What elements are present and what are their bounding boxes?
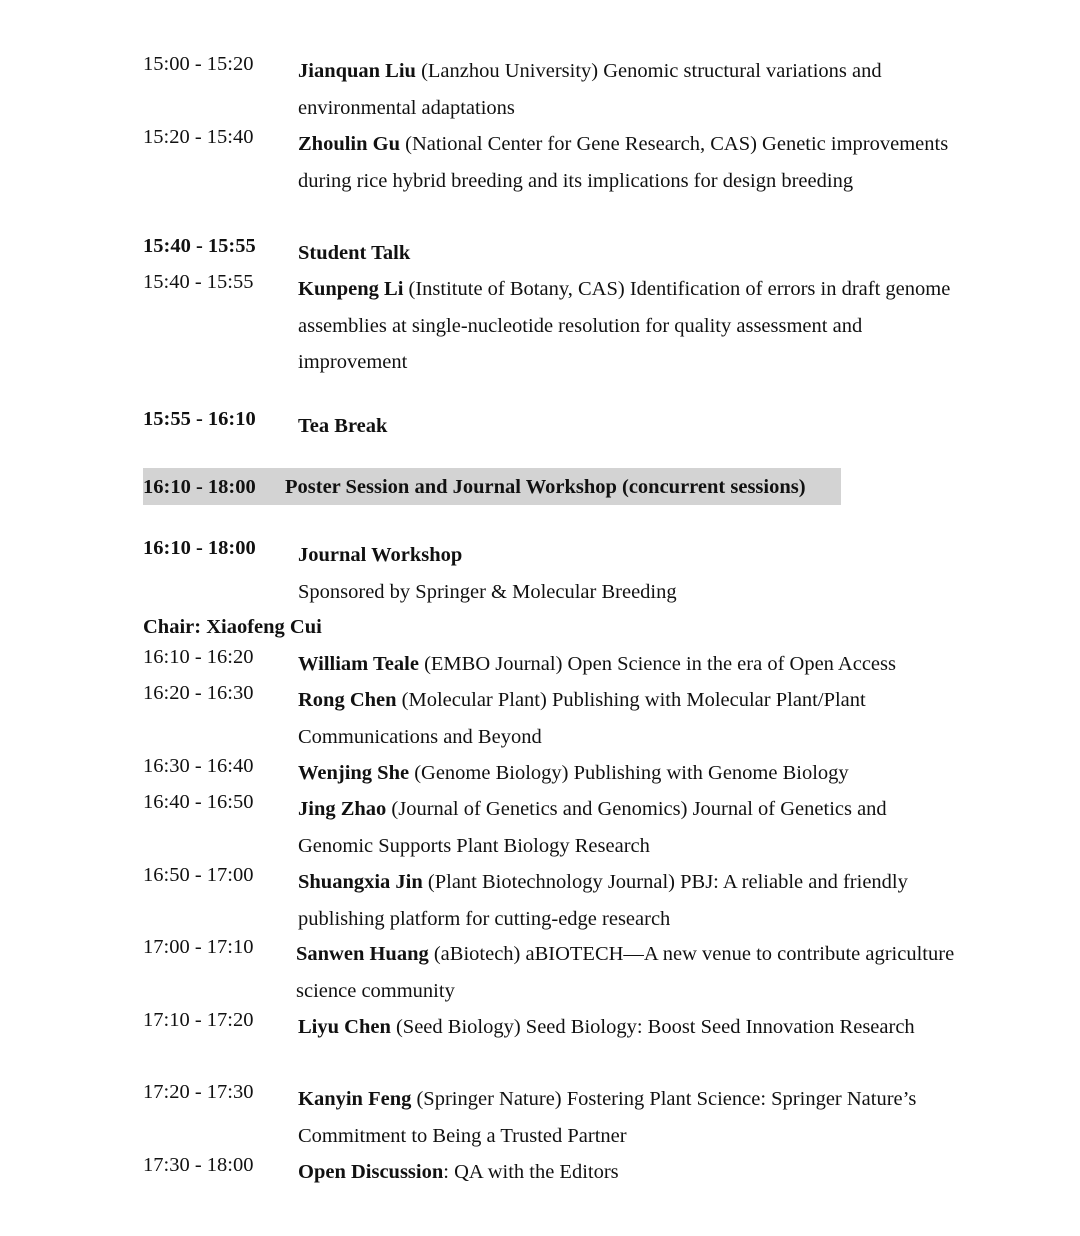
talk-description bbox=[298, 682, 963, 755]
talk-description bbox=[298, 1081, 963, 1154]
talk-details: (Plant Biotechnology Journal) PBJ: A reliable and friendly publishing platform for cutting-edge research bbox=[298, 871, 908, 930]
talk-details: (Lanzhou University) Genomic structural variations and environmental adaptations bbox=[298, 60, 882, 119]
time-slot: 15:00 - 15:20 bbox=[143, 53, 254, 75]
talk-details: (aBiotech) aBIOTECH—A new venue to contribute agriculture science community bbox=[296, 943, 955, 1002]
talk-details: (Genome Biology) Publishing with Genome Biology bbox=[409, 762, 849, 784]
talk-description bbox=[296, 936, 961, 1009]
speaker-name: Open Discussion bbox=[298, 1161, 444, 1183]
sponsor-line: Sponsored by Springer & Molecular Breeding bbox=[298, 580, 677, 603]
time-slot: 15:40 - 15:55 bbox=[143, 235, 256, 257]
speaker-name: Jing Zhao bbox=[298, 798, 387, 820]
section-title: Poster Session and Journal Workshop (concurrent sessions) bbox=[285, 476, 806, 498]
time-slot: 16:20 - 16:30 bbox=[143, 682, 254, 704]
time-slot: 17:10 - 17:20 bbox=[143, 1009, 254, 1031]
speaker-name: William Teale bbox=[298, 653, 419, 675]
speaker-name: Shuangxia Jin bbox=[298, 871, 423, 893]
time-slot: 16:50 - 17:00 bbox=[143, 864, 254, 886]
speaker-name: Sanwen Huang bbox=[296, 943, 429, 965]
talk-description bbox=[298, 126, 963, 199]
talk-description bbox=[298, 646, 963, 683]
time-slot: 17:30 - 18:00 bbox=[143, 1154, 254, 1176]
talk-details: (Institute of Botany, CAS) Identification of errors in draft genome assemblies at single-nucleotide resolution for quality assessment and improvement bbox=[298, 278, 951, 373]
time-slot: 16:10 - 16:20 bbox=[143, 646, 254, 668]
time-slot: 17:00 - 17:10 bbox=[143, 936, 254, 958]
workshop-block bbox=[298, 537, 963, 610]
talk-details: (Journal of Genetics and Genomics) Journal of Genetics and Genomic Supports Plant Biology Research bbox=[298, 798, 887, 857]
speaker-name: Kanyin Feng bbox=[298, 1088, 412, 1110]
talk-description bbox=[298, 1154, 963, 1191]
talk-description bbox=[298, 53, 963, 126]
time-slot: 16:10 - 18:00 bbox=[143, 537, 256, 559]
time-slot: 15:20 - 15:40 bbox=[143, 126, 254, 148]
talk-details: (EMBO Journal) Open Science in the era of Open Access bbox=[418, 653, 896, 675]
talk-description bbox=[298, 755, 963, 792]
talk-description bbox=[298, 791, 963, 864]
speaker-name: Zhoulin Gu bbox=[298, 133, 400, 155]
talk-description bbox=[298, 271, 963, 381]
speaker-name: Wenjing She bbox=[298, 762, 410, 784]
chair-line: Chair: Xiaofeng Cui bbox=[143, 616, 322, 638]
time-slot: 16:10 - 18:00 bbox=[143, 476, 256, 498]
section-title: Journal Workshop bbox=[298, 544, 463, 566]
time-slot: 16:40 - 16:50 bbox=[143, 791, 254, 813]
talk-description bbox=[298, 1009, 963, 1046]
talk-details: (Springer Nature) Fostering Plant Science: Springer Nature’s Commitment to Being a Trusted Partner bbox=[298, 1088, 917, 1147]
talk-details: (National Center for Gene Research, CAS) Genetic improvements during rice hybrid breeding and its implications for design breeding bbox=[298, 133, 949, 192]
speaker-name: Jianquan Liu bbox=[298, 60, 416, 82]
poster-session-banner bbox=[143, 468, 841, 505]
talk-description bbox=[298, 864, 963, 937]
speaker-name: Kunpeng Li bbox=[298, 278, 404, 300]
time-slot: 15:40 - 15:55 bbox=[143, 271, 254, 293]
talk-details: : QA with the Editors bbox=[443, 1161, 619, 1183]
time-slot: 16:30 - 16:40 bbox=[143, 755, 254, 777]
talk-details: (Molecular Plant) Publishing with Molecular Plant/Plant Communications and Beyond bbox=[298, 689, 866, 748]
speaker-name: Liyu Chen bbox=[298, 1016, 391, 1038]
section-title: Tea Break bbox=[298, 415, 388, 437]
section-title: Student Talk bbox=[298, 242, 411, 264]
talk-details: (Seed Biology) Seed Biology: Boost Seed Innovation Research bbox=[390, 1016, 915, 1038]
time-slot: 15:55 - 16:10 bbox=[143, 408, 256, 430]
time-slot: 17:20 - 17:30 bbox=[143, 1081, 254, 1103]
speaker-name: Rong Chen bbox=[298, 689, 397, 711]
